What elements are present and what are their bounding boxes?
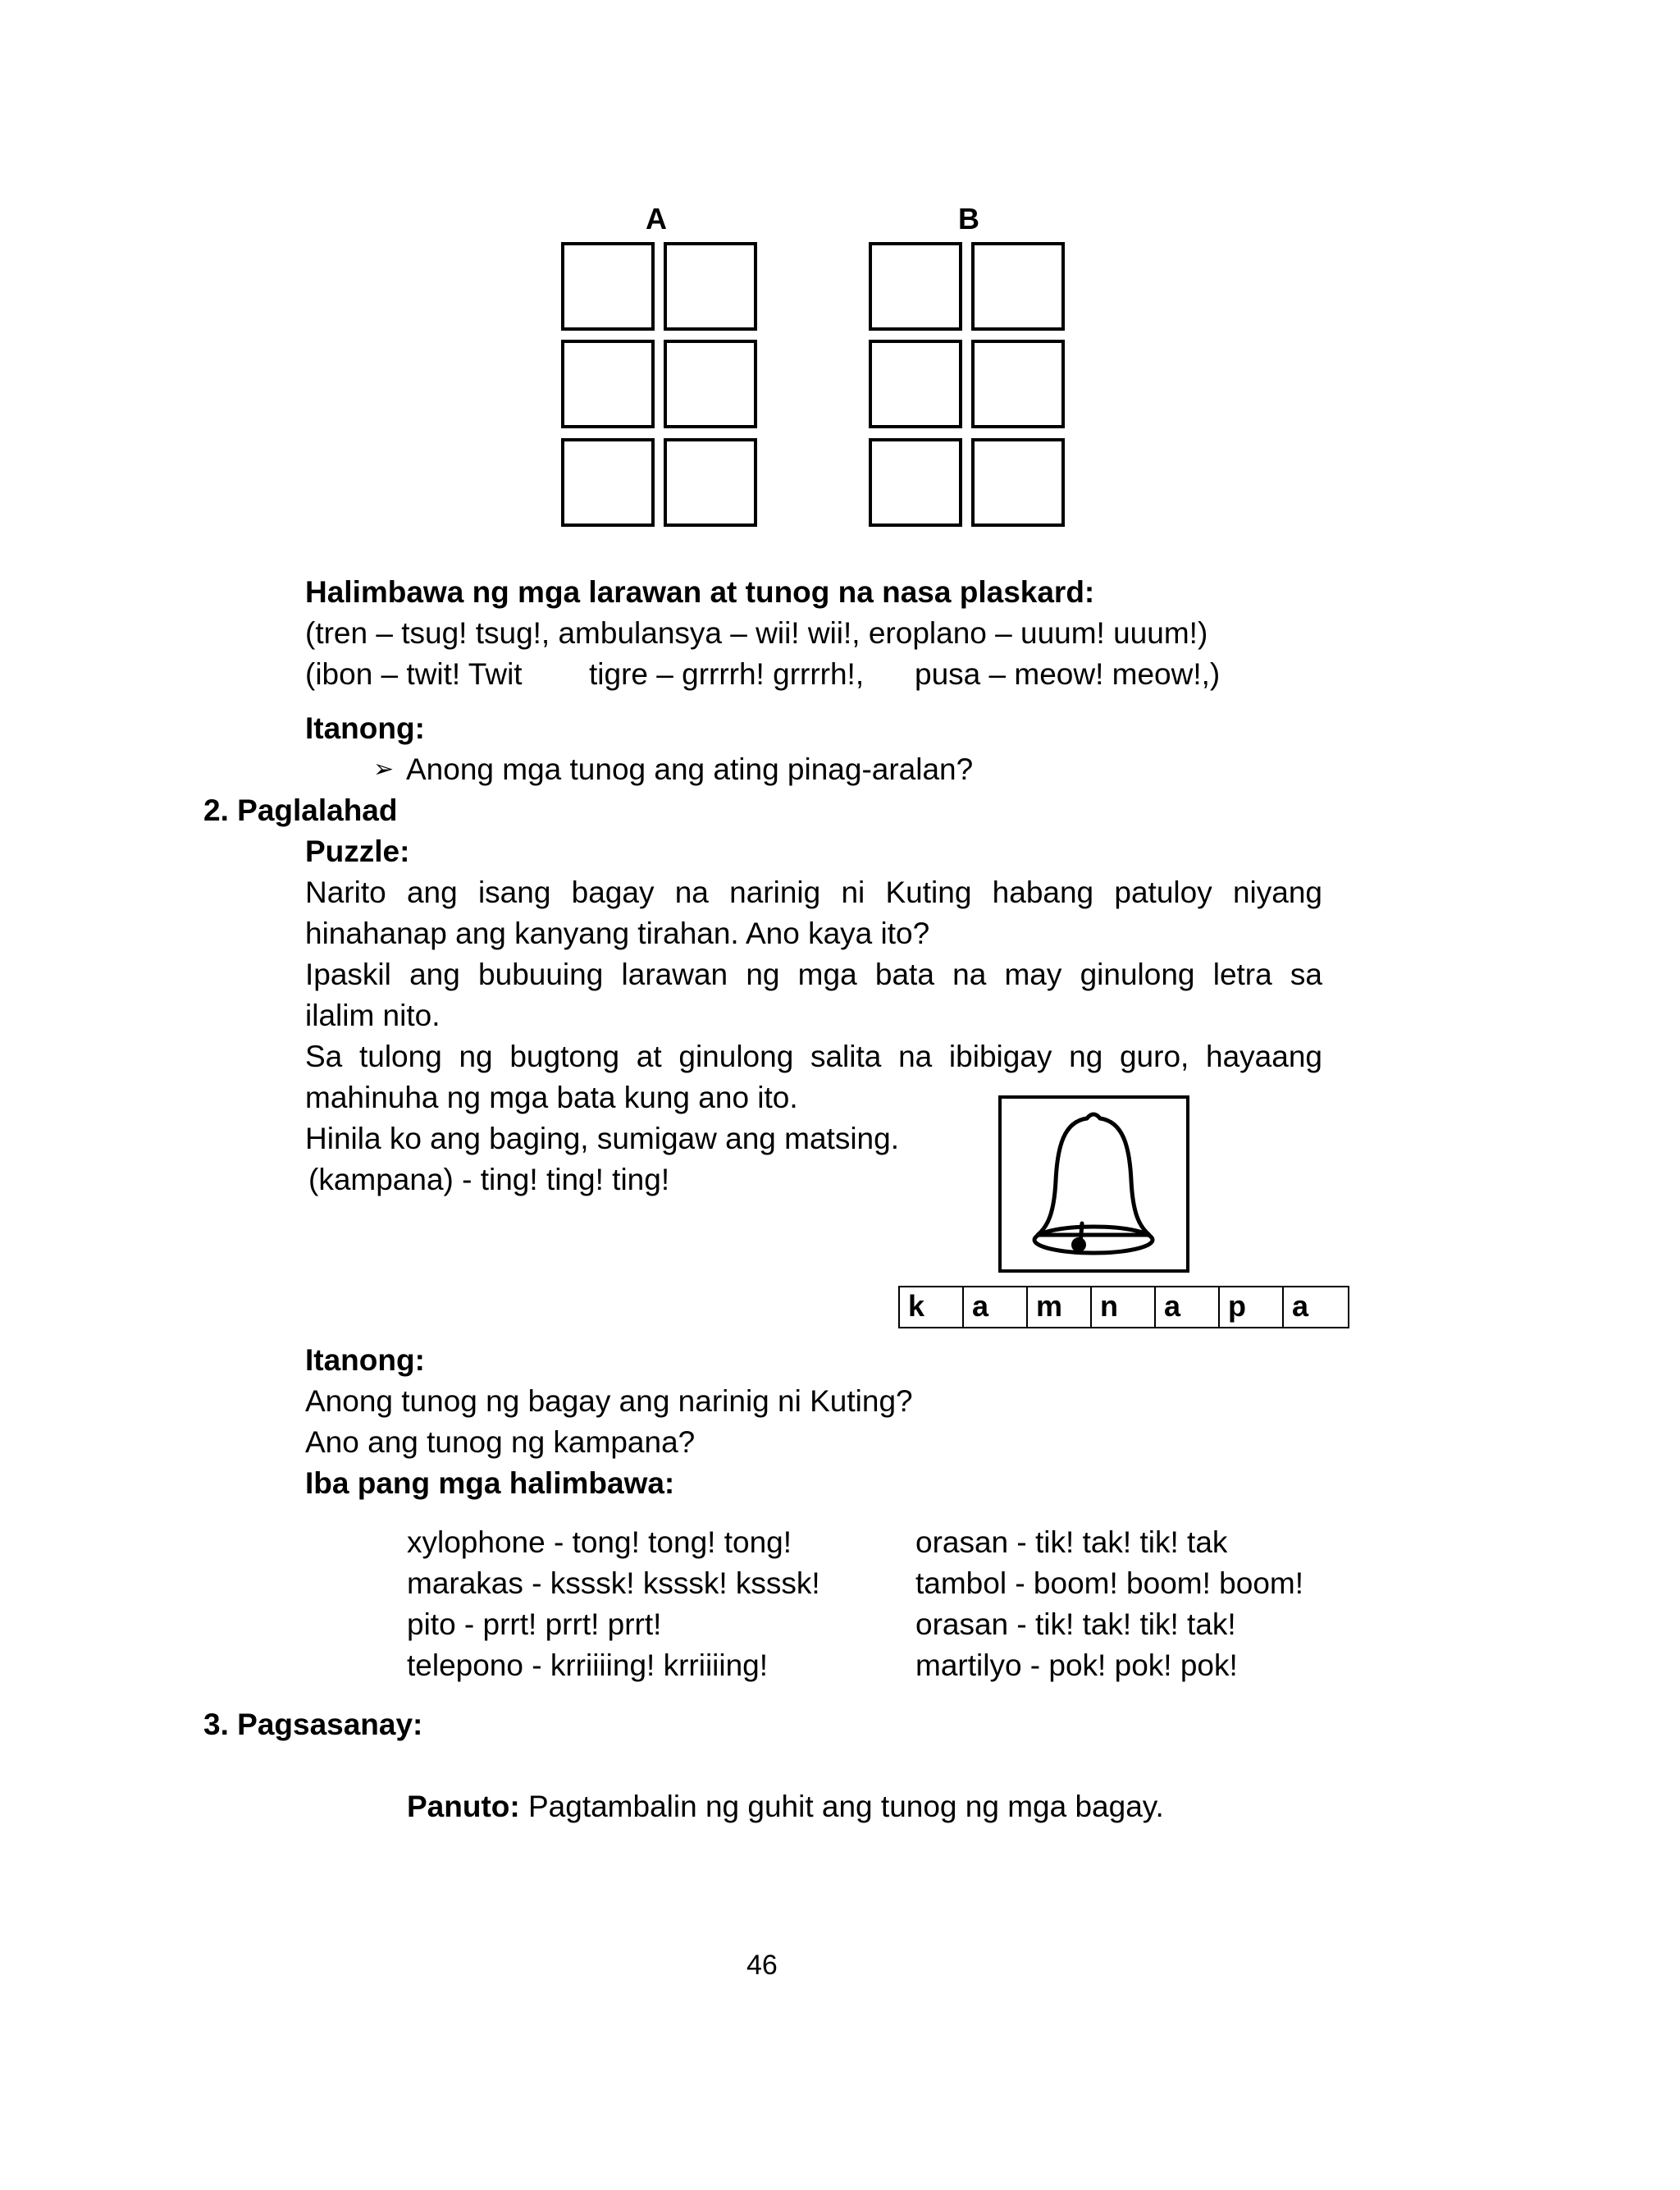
instruction-text: Pagtambalin ng guhit ang tunog ng mga bagay. bbox=[519, 1790, 1164, 1823]
page-number: 46 bbox=[746, 1950, 778, 1981]
examples-heading: Halimbawa ng mga larawan at tunog na nasa plaskard: bbox=[305, 575, 1095, 609]
paragraph-line: Sa tulong ng bugtong at ginulong salita na ibibigay ng guro, hayaang bbox=[305, 1040, 1322, 1073]
flashcard-grid-b bbox=[869, 242, 1067, 529]
flashcard-cell bbox=[869, 438, 962, 527]
example-item: xylophone - tong! tong! tong! bbox=[407, 1525, 792, 1559]
example-item: martilyo - pok! pok! pok! bbox=[915, 1648, 1238, 1682]
examples-line-1: (tren – tsug! tsug!, ambulansya – wii! wii!, eroplano – uuum! uuum!) bbox=[305, 616, 1208, 650]
example-item: pito - prrt! prrt! prrt! bbox=[407, 1607, 662, 1641]
examples-line-2b: tigre – grrrrh! grrrrh!, bbox=[589, 657, 865, 691]
letter-box: p bbox=[1220, 1287, 1284, 1327]
paragraph-line: ilalim nito. bbox=[305, 999, 441, 1032]
paragraph-line: Ipaskil ang bubuuing larawan ng mga bata na may ginulong letra sa bbox=[305, 958, 1322, 991]
flashcard-cell bbox=[561, 242, 655, 331]
more-examples-heading: Iba pang mga halimbawa: bbox=[305, 1466, 675, 1500]
letter-box: m bbox=[1028, 1287, 1092, 1327]
flashcard-cell bbox=[664, 438, 757, 527]
riddle-answer: (kampana) - ting! ting! ting! bbox=[308, 1163, 670, 1196]
riddle-text: Hinila ko ang baging, sumigaw ang matsing. bbox=[305, 1122, 899, 1155]
letter-box: a bbox=[964, 1287, 1028, 1327]
flashcard-cell bbox=[664, 242, 757, 331]
bullet-arrow-icon: ➢ bbox=[373, 755, 395, 784]
flashcard-cell bbox=[561, 340, 655, 428]
flashcard-cell bbox=[869, 242, 962, 331]
section-2-heading: 2. Paglalahad bbox=[203, 793, 398, 827]
grid-label-b: B bbox=[958, 202, 979, 235]
grid-label-a: A bbox=[646, 202, 667, 235]
instruction bbox=[407, 1789, 1164, 1825]
question-heading: Itanong: bbox=[305, 711, 425, 745]
example-item: marakas - ksssk! ksssk! ksssk! bbox=[407, 1566, 820, 1600]
paragraph-line: Narito ang isang bagay na narinig ni Kuting habang patuloy niyang bbox=[305, 876, 1322, 909]
letter-box: a bbox=[1156, 1287, 1220, 1327]
example-item: orasan - tik! tak! tik! tak! bbox=[915, 1607, 1236, 1641]
example-item: tambol - boom! boom! boom! bbox=[915, 1566, 1303, 1600]
bell-picture-frame bbox=[998, 1095, 1189, 1273]
bell-icon bbox=[1002, 1099, 1186, 1269]
examples-line-2a: (ibon – twit! Twit bbox=[305, 657, 523, 691]
question-line: Anong tunog ng bagay ang narinig ni Kuting? bbox=[305, 1384, 913, 1418]
paragraph-line: mahinuha ng mga bata kung ano ito. bbox=[305, 1081, 798, 1114]
flashcard-cell bbox=[664, 340, 757, 428]
flashcard-grid-a bbox=[561, 242, 760, 529]
section-3-heading: 3. Pagsasanay: bbox=[203, 1708, 423, 1741]
question-heading-2: Itanong: bbox=[305, 1343, 425, 1377]
instruction-label: Panuto: bbox=[407, 1790, 520, 1823]
flashcard-cell bbox=[971, 340, 1065, 428]
example-item: orasan - tik! tak! tik! tak bbox=[915, 1525, 1228, 1559]
examples-line-2c: pusa – meow! meow!,) bbox=[915, 657, 1221, 691]
letter-box: n bbox=[1092, 1287, 1156, 1327]
puzzle-heading: Puzzle: bbox=[305, 834, 410, 868]
question-line: Ano ang tunog ng kampana? bbox=[305, 1425, 696, 1459]
letter-box: k bbox=[900, 1287, 964, 1327]
paragraph-line: hinahanap ang kanyang tirahan. Ano kaya ito? bbox=[305, 917, 930, 950]
example-item: telepono - krriiiing! krriiiing! bbox=[407, 1648, 769, 1682]
flashcard-cell bbox=[869, 340, 962, 428]
letter-box: a bbox=[1292, 1289, 1309, 1323]
scrambled-letters bbox=[898, 1286, 1349, 1328]
flashcard-cell bbox=[561, 438, 655, 527]
flashcard-cell bbox=[971, 438, 1065, 527]
question-text: Anong mga tunog ang ating pinag-aralan? bbox=[406, 752, 974, 786]
flashcard-cell bbox=[971, 242, 1065, 331]
